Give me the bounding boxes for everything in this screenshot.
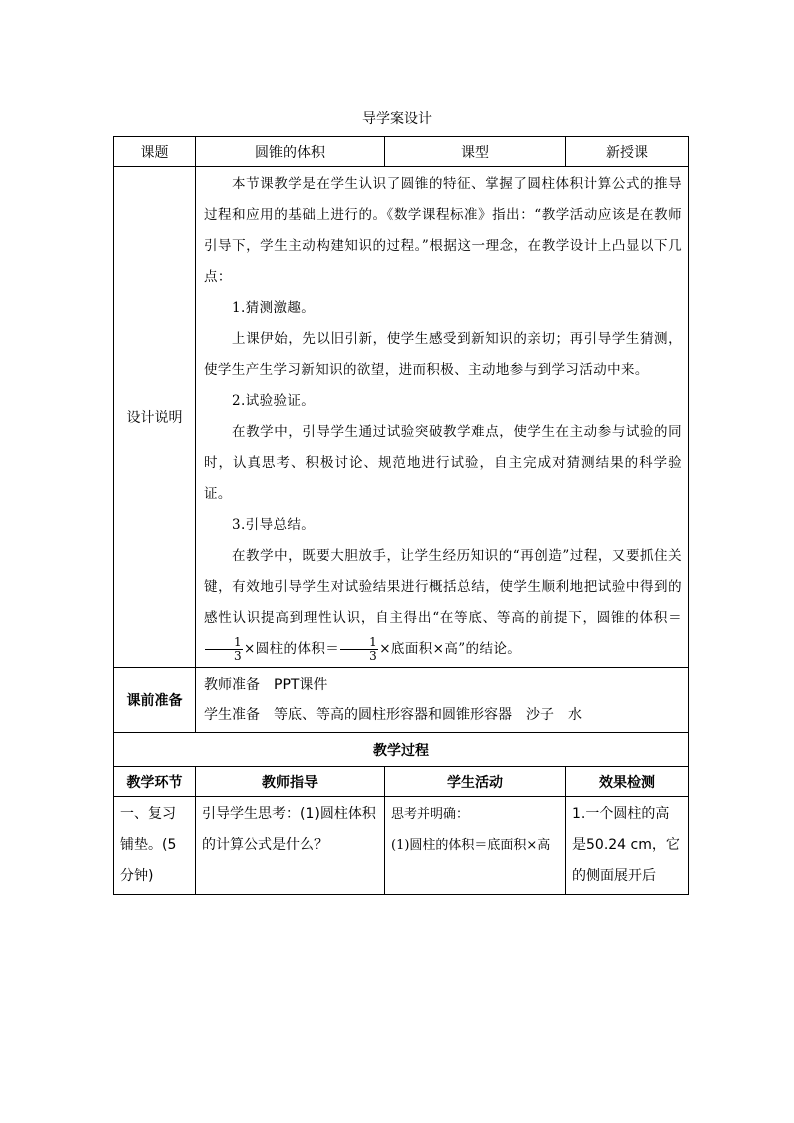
fraction-one-third: $\frac{1}{3}$ [340,636,378,663]
design-p2-body: 在教学中，引导学生通过试验突破教学难点，使学生在主动参与试验的同时，认真思考、积极讨论、规范地进行试验，自主完成对猜测结果的科学验证。 [204,424,682,502]
fraction-one-third: $\frac{1}{3}$ [205,636,243,663]
prep-teacher: 教师准备 PPT课件 [204,677,328,693]
table-row [114,797,689,895]
design-p3-title: 3.引导总结。 [232,517,316,533]
prep-content [196,668,689,733]
document-title: 导学案设计 [362,111,432,127]
prep-student: 学生准备 等底、等高的圆柱形容器和圆锥形容器 沙子 水 [204,707,582,723]
prep-label: 课前准备 [114,668,196,733]
process-title-row [114,733,689,767]
process-header-row [114,767,689,797]
process-title: 教学过程 [114,733,689,767]
type-value: 新授课 [566,137,689,167]
col-stage: 教学环节 [114,767,196,797]
design-row [114,167,689,668]
teacher-cell: 引导学生思考：(1)圆柱体积的计算公式是什么？ [196,797,385,895]
topic-label: 课题 [114,137,196,167]
header-row [114,137,689,167]
lesson-plan-table [113,136,689,895]
check-cell: 1.一个圆柱的高是50.24 cm，它的侧面展开后 [566,797,689,895]
design-intro: 本节课教学是在学生认识了圆锥的特征、掌握了圆柱体积计算公式的推导过程和应用的基础上进行的。《数学课程标准》指出：“教学活动应该是在教师引导下，学生主动构建知识的过程。”根据这一理念，在教学设计上凸显以下几点： [204,176,682,285]
stage-cell: 一、复习铺垫。(5分钟) [114,797,196,895]
design-p3-body: 在教学中，既要大胆放手，让学生经历知识的“再创造”过程，又要抓住关键，有效地引导学生对试验结果进行概括总结，使学生顺利地把试验中得到的感性认识提高到理性认识，自主得出“在等底、等高的前提下，圆锥的体积＝ $\frac{1}{3}$ ×圆柱的体积＝ $\frac{1}{3}$ ×底面积×高”的结论。 [204,548,682,663]
design-label: 设计说明 [114,167,196,668]
type-label: 课型 [385,137,566,167]
design-p2-title: 2.试验验证。 [232,393,316,409]
design-content [196,167,689,668]
design-p1-title: 1.猜测激趣。 [232,300,316,316]
col-teacher: 教师指导 [196,767,385,797]
prep-row [114,668,689,733]
col-student: 学生活动 [385,767,566,797]
col-check: 效果检测 [566,767,689,797]
student-cell: 思考并明确： (1)圆柱的体积＝底面积×高 [385,797,566,895]
topic-value: 圆锥的体积 [196,137,385,167]
design-p1-body: 上课伊始，先以旧引新，使学生感受到新知识的亲切；再引导学生猜测，使学生产生学习新知识的欲望，进而积极、主动地参与到学习活动中来。 [204,331,682,378]
